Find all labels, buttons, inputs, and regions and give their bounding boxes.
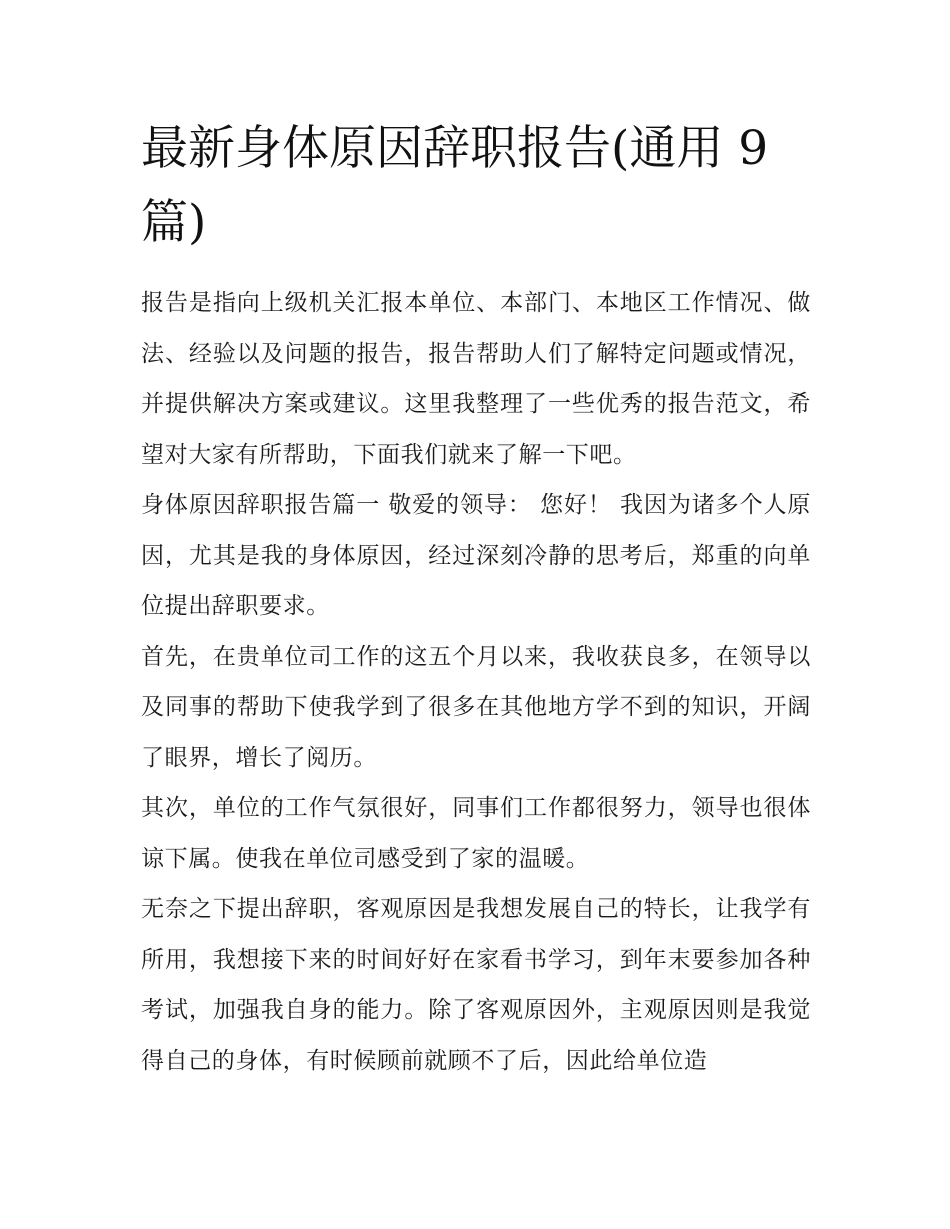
reason-paragraph: 无奈之下提出辞职，客观原因是我想发展自己的特长，让我学有所用，我想接下来的时间好好在家看书学习，到年末要参加各种考试，加强我自身的能力。除了客观原因外，主观原因则是我觉得自己的身体，有时候顾前就顾不了后，因此给单位造 bbox=[141, 896, 811, 1074]
first-point-paragraph: 首先，在贵单位司工作的这五个月以来，我收获良多，在领导以及同事的帮助下使我学到了很多在其他地方学不到的知识，开阔了眼界，增长了阅历。 bbox=[141, 643, 811, 771]
letter-opening-paragraph: 身体原因辞职报告篇一 敬爱的领导： 您好！ 我因为诸多个人原因，尤其是我的身体原因，经过深刻冷静的思考后，郑重的向单位提出辞职要求。 bbox=[141, 492, 811, 619]
second-point-paragraph: 其次，单位的工作气氛很好，同事们工作都很努力，领导也很体谅下属。使我在单位司感受到了家的温暖。 bbox=[141, 795, 811, 872]
intro-paragraph: 报告是指向上级机关汇报本单位、本部门、本地区工作情况、做法、经验以及问题的报告，报告帮助人们了解特定问题或情况，并提供解决方案或建议。这里我整理了一些优秀的报告范文，希望对大家有所帮助，下面我们就来了解一下吧。 bbox=[141, 290, 811, 468]
document-body bbox=[141, 278, 811, 1086]
document-content bbox=[141, 112, 811, 1086]
document-title: 最新身体原因辞职报告(通用 9 篇) bbox=[141, 121, 769, 250]
